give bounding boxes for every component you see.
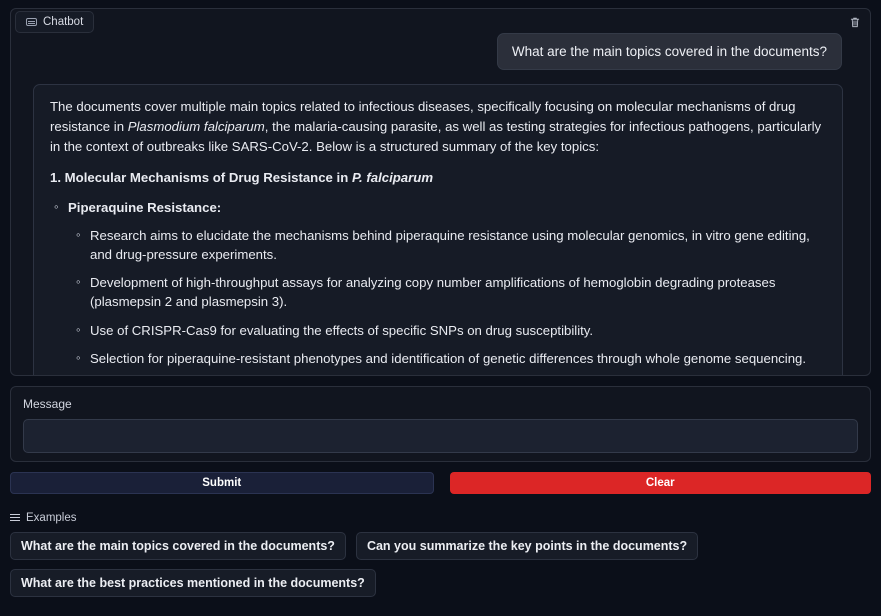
message-input-label: Message: [23, 397, 72, 411]
message-list: [11, 33, 870, 376]
chatbot-header: [11, 9, 870, 33]
examples-section: [10, 512, 871, 597]
example-chip-2[interactable]: Can you summarize the key points in the documents?: [356, 532, 698, 560]
list-item: ◦ Use of CRISPR-Cas9 for evaluating the effects of specific SNPs on drug susceptibility.: [90, 321, 826, 340]
bot-intro-part2: , the malaria-causing parasite, as well as testing strategies for infectious pathogens, particularly in the context of outbreaks like SARS-CoV-2. Below is a structured summary of the key topics:: [50, 118, 822, 154]
bot-bullet-list-level2: [68, 226, 826, 368]
chat-icon: [26, 18, 37, 26]
tab-chatbot[interactable]: [15, 11, 94, 33]
clear-conversation-button[interactable]: [844, 11, 866, 33]
bot-heading-number: 1. Molecular Mechanisms of Drug Resistance in: [50, 170, 352, 186]
user-message-bubble: What are the main topics covered in the documents?: [497, 33, 842, 70]
list-item: [68, 198, 826, 368]
tab-chatbot-label: Chatbot: [43, 16, 84, 28]
bot-intro-italic: Plasmodium falciparum: [127, 118, 265, 134]
list-item: ◦ Research aims to elucidate the mechanisms behind piperaquine resistance using molecular genomics, in vitro gene editing, and drug-pressure experiments.: [90, 226, 826, 264]
bot-subsection-colon: :: [216, 200, 222, 216]
action-button-row: [10, 472, 871, 494]
examples-header: [10, 512, 871, 524]
list-item: ◦ Selection for piperaquine-resistant phenotypes and identification of genetic differences through whole genome sequencing.: [90, 349, 826, 368]
bot-bullet-list-level1: [50, 198, 826, 368]
user-message-row: [21, 33, 860, 70]
example-chip-1[interactable]: What are the main topics covered in the documents?: [10, 532, 346, 560]
clear-button[interactable]: Clear: [450, 472, 872, 494]
examples-row-1: [10, 532, 871, 560]
bot-message-row: [21, 70, 860, 376]
bot-intro-paragraph: [50, 97, 826, 156]
bot-heading-italic: P. falciparum: [351, 170, 434, 186]
list-item: ◦ Development of high-throughput assays for analyzing copy number amplifications of hemoglobin degrading proteases (plasmepsin 2 and plasmepsin 3).: [90, 273, 826, 311]
bot-intro-part1: The documents cover multiple main topics related to infectious diseases, specifically focusing on molecular mechanisms of drug resistance in: [50, 99, 796, 134]
example-chip-3[interactable]: What are the best practices mentioned in the documents?: [10, 569, 376, 597]
bot-subsection-title: Piperaquine Resistance: [68, 200, 217, 216]
trash-icon: [850, 16, 860, 29]
message-input[interactable]: [23, 419, 858, 453]
bot-section-heading: [50, 168, 826, 188]
examples-label-text: Examples: [26, 512, 77, 524]
message-input-container: [10, 386, 871, 462]
examples-row-2: [10, 569, 871, 597]
bot-message-bubble: [33, 84, 843, 376]
chatbot-panel: [10, 8, 871, 376]
submit-button[interactable]: Submit: [10, 472, 434, 494]
list-icon: [10, 514, 20, 522]
